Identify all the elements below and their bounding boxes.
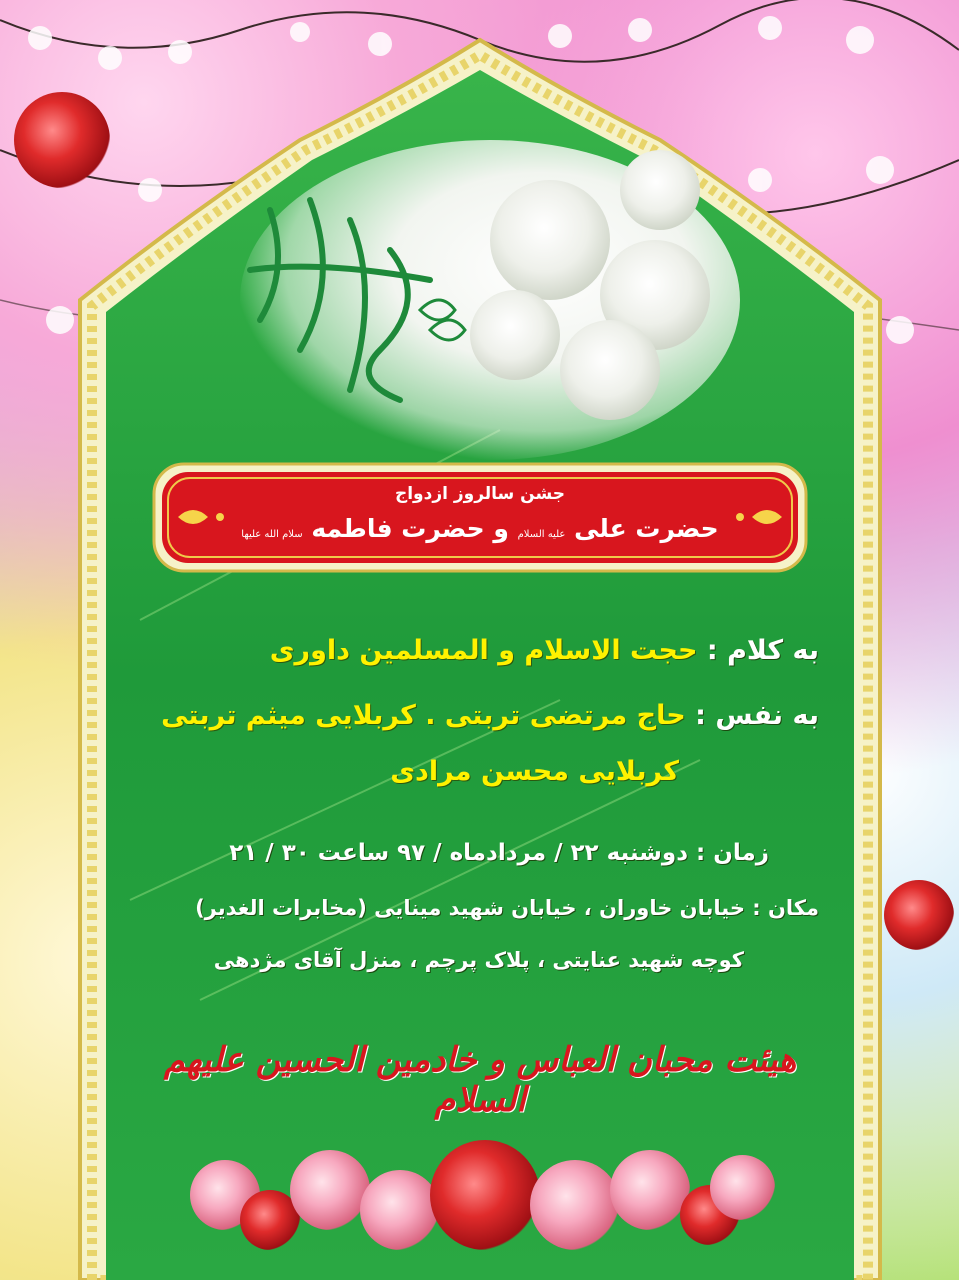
speaker-name: حجت الاسلام و المسلمین داوری	[269, 635, 698, 666]
bottom-rose-arrangement	[180, 1130, 780, 1280]
honor-fatima: سلام الله علیها	[241, 529, 303, 540]
eulogists-names-1: حاج مرتضی تربتی . کربلایی میثم تربتی	[161, 700, 686, 731]
pink-rose	[610, 1150, 690, 1230]
honor-ali: علیه السلام	[517, 529, 566, 540]
name-fatima: حضرت فاطمه	[311, 514, 485, 543]
eulogists-line-1	[161, 700, 819, 731]
name-ali: حضرت علی	[574, 514, 719, 543]
conjunction: و	[493, 514, 509, 543]
pink-rose	[710, 1155, 775, 1220]
white-rose	[490, 180, 610, 300]
pink-rose	[530, 1160, 620, 1250]
eulogists-line-2: کربلایی محسن مرادی	[390, 756, 679, 787]
red-rose	[430, 1140, 540, 1250]
white-rose	[560, 320, 660, 420]
event-place-line-2: کوچه شهید عنایتی ، پلاک پرچم ، منزل آقای مژدهی	[213, 948, 744, 972]
calligraphy-emblem	[230, 190, 470, 420]
eulogists-label: به نفس :	[695, 700, 819, 731]
pink-rose	[360, 1170, 440, 1250]
white-rose	[620, 150, 700, 230]
event-time: زمان : دوشنبه ۲۲ / مردادماه / ۹۷ ساعت ۳۰ / ۲۱	[229, 840, 769, 866]
banner-heading	[150, 514, 810, 543]
pink-rose	[290, 1150, 370, 1230]
organizer-name: هیئت محبان العباس و خادمین الحسین علیهم السلام	[163, 1040, 797, 1120]
white-rose	[470, 290, 560, 380]
speaker-line	[270, 635, 819, 666]
event-place-line-1: مکان : خیابان خاوران ، خیابان شهید مینایی (مخابرات الغدیر)	[195, 896, 819, 920]
banner-subtitle: جشن سالروز ازدواج	[394, 484, 566, 504]
speaker-label: به کلام :	[706, 635, 819, 666]
